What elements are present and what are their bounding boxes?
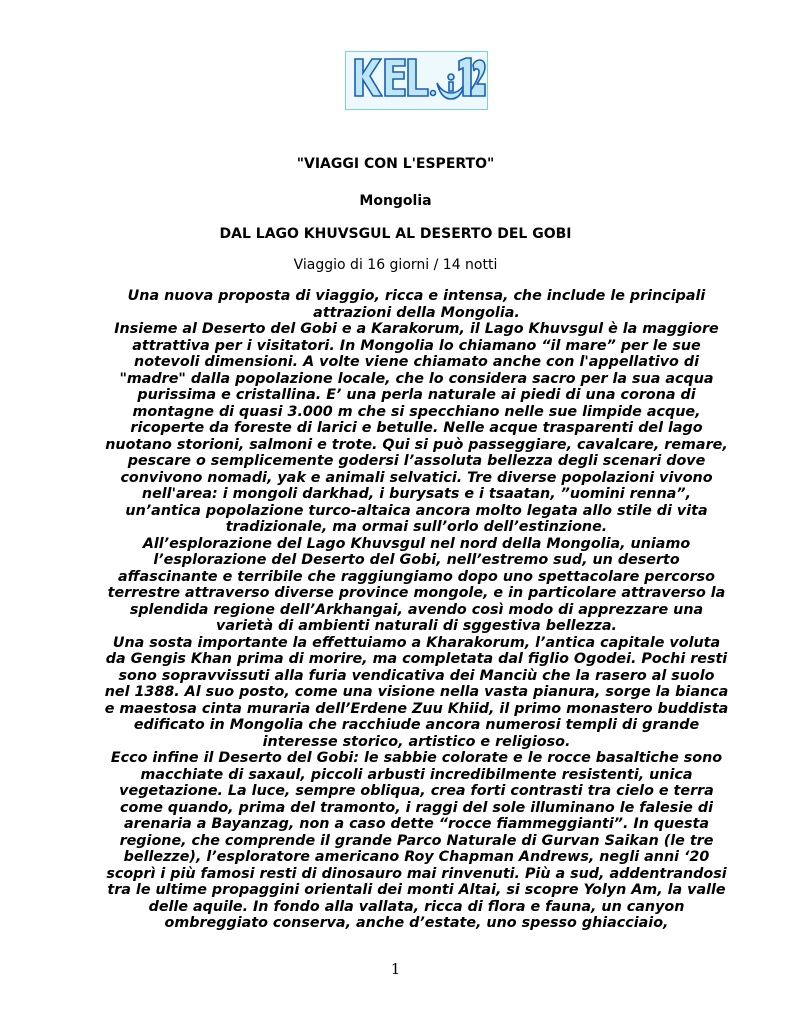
page-number: 1 [390,960,401,978]
kel12-logo [345,51,488,110]
series-title: "VIAGGI CON L'ESPERTO" [296,156,495,172]
paragraph-intro: Una nuova proposta di viaggio, ricca e intensa, che include le principali attrazioni della Mongolia. [127,288,706,321]
duration-text: Viaggio di 16 giorni / 14 notti [293,257,498,273]
paragraph-gobi-desert: Ecco infine il Deserto del Gobi: le sabbie colorate e le rocce basaltiche sono macchiate di saxaul, piccoli arbusti incredibilmente resistenti, unica vegetazione. La luce, sempre obliqua, crea forti contrasti tra cielo e terra come quando, prima del tramonto, i raggi del sole illuminano le falesie di arenaria a Bayanzag, non a caso dette “rocce fiammeggianti”. In questa regione, che comprende il grande Parco Naturale di Gurvan Saikan (le tre bellezze), l’esploratore americano Roy Chapman Andrews, negli anni ‘20 scoprì i più famosi resti di dinosauro mai rinvenuti. Più a sud, addentrandosi tra le ultime propaggini orientali dei monti Altai, si scopre Yolyn Am, la valle delle aquile. In fondo alla vallata, ricca di flora e fauna, un canyon ombreggiato conserva, anche d’estate, uno spesso ghiacciaio, [106,750,727,931]
country-title: Mongolia [359,193,432,209]
paragraph-khuvsgul: Insieme al Deserto del Gobi e a Karakorum, il Lago Khuvsgul è la maggiore attrattiva per i visitatori. In Mongolia lo chiamano “il mare” per le sue notevoli dimensioni. A volte viene chiamato anche con l'appellativo di "madre" dalla popolazione locale, che lo considera sacro per la sua acqua purissima e cristallina. E’ una perla naturale ai piedi di una corona di montagne di quasi 3.000 m che si specchiano nelle sue limpide acque, ricoperte da foreste di larici e betulle. Nelle acque trasparenti del lago nuotano storioni, salmoni e trote. Qui si può passeggiare, cavalcare, remare, pescare o semplicemente godersi l’assoluta bellezza degli scenari dove convivono nomadi, yak e animali selvatici. Tre diverse popolazioni vivono nell'area: i mongoli darkhad, i burysats e i tsaatan, ”uomini renna”, un’antica popolazione turco-altaica ancora molto legata allo stile di vita tradizionale, ma ormai sull’orlo dell’estinzione. [105,321,728,535]
route-title: DAL LAGO KHUVSGUL AL DESERTO DEL GOBI [219,226,572,242]
kel12-logo-icon [347,53,486,108]
paragraph-kharakorum: Una sosta importante la effettuiamo a Kharakorum, l’antica capitale voluta da Gengis Khan prima di morire, ma completata dal figlio Ogodei. Pochi resti sono sopravvissuti alla furia vendicativa dei Manciù che la rasero al suolo nel 1388. Al suo posto, come una visione nella vasta pianura, sorge la bianca e maestosa cinta muraria dell’Erdene Zuu Khiid, il primo monastero buddista edificato in Mongolia che racchiude ancora numerosi templi di grande interesse storico, artistico e religioso. [104,634,729,750]
paragraph-gobi-route: All’esplorazione del Lago Khuvsgul nel nord della Mongolia, uniamo l’esplorazione del Deserto del Gobi, nell’estremo sud, un deserto affascinante e terribile che raggiungiamo dopo uno spettacolare percorso terrestre attraverso diverse province mongole, e in particolare attraverso la splendida regione dell’Arkhangai, avendo così modo di apprezzare una varietà di ambienti naturali di sggestiva bellezza. [107,535,726,634]
description-body [104,288,729,932]
